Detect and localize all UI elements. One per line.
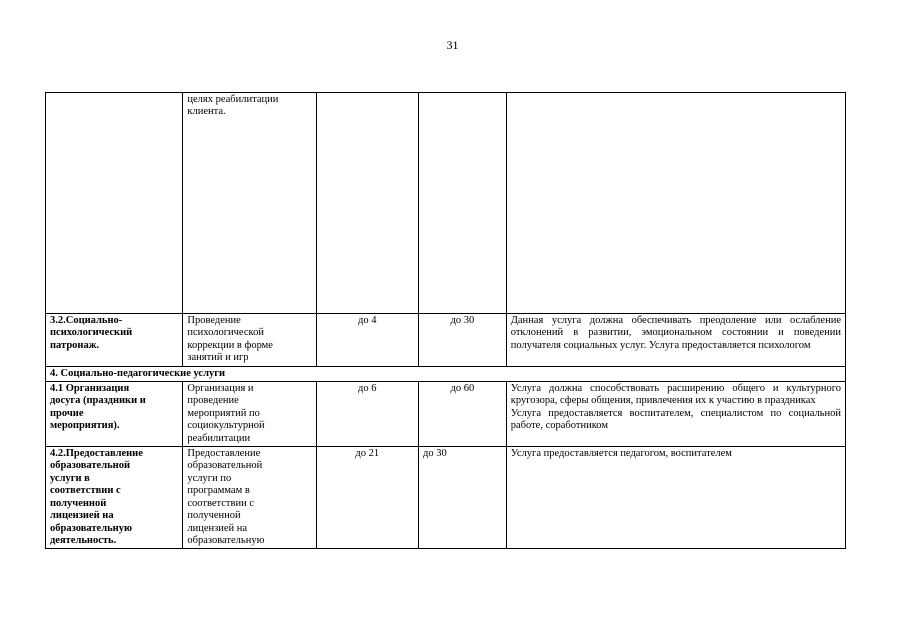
- service-col3-cell: до 6: [316, 382, 419, 447]
- service-col4-cell: до 60: [419, 382, 507, 447]
- description-line: Организация и: [187, 383, 254, 395]
- description-line: программам в: [187, 485, 250, 497]
- table-row: [46, 93, 846, 314]
- description-line: услуги по: [187, 472, 232, 484]
- description-line: Проведение: [187, 315, 241, 326]
- note-paragraph: Услуга должна способствовать расширению общего и культурного кругозора, сферы общения, привлечения их к участию в праздниках: [510, 383, 841, 407]
- name-line: деятельность.: [50, 534, 117, 546]
- name-line: 4.1 Организация: [50, 383, 130, 395]
- table-row: [46, 447, 846, 549]
- name-line: мероприятия).: [50, 420, 120, 432]
- name-line: патронаж.: [50, 339, 99, 351]
- page-number: 31: [446, 38, 459, 52]
- service-name-cell: [46, 382, 183, 447]
- name-line: образовательной: [50, 460, 130, 472]
- section-title: 4. Социально-педагогические услуги: [46, 366, 846, 381]
- service-note-cell: [506, 382, 845, 447]
- service-note-cell: Услуга предоставляется педагогом, воспитателем: [506, 447, 845, 549]
- description-line: реабилитации: [187, 432, 251, 444]
- name-line: услуги в: [50, 472, 90, 484]
- description-line: коррекции в форме: [187, 339, 273, 351]
- service-col4-cell: до 30: [419, 314, 507, 367]
- name-line: соответствии с: [50, 485, 121, 497]
- description-line: проведение: [187, 395, 239, 407]
- name-line: прочие: [50, 407, 84, 419]
- service-description-cell: [183, 93, 316, 314]
- description-line: лицензией на: [187, 522, 248, 534]
- service-col3-cell: до 21: [316, 447, 419, 549]
- name-line: 4.2.Предоставление: [50, 448, 143, 460]
- table-row: [46, 314, 846, 367]
- description-line: соответствии с: [187, 497, 254, 509]
- description-line: клиента.: [187, 106, 226, 118]
- service-name-cell: [46, 447, 183, 549]
- service-description-cell: [183, 382, 316, 447]
- name-line: образовательную: [50, 522, 132, 534]
- description-line: образовательную: [187, 534, 265, 546]
- service-name-cell: [46, 314, 183, 367]
- service-description-cell: [183, 314, 316, 367]
- section-row: [46, 366, 846, 381]
- name-line: досуга (праздники и: [50, 395, 146, 407]
- description-line: занятий и игр: [187, 352, 249, 364]
- description-line: психологической: [187, 327, 264, 339]
- description-line: Предоставление: [187, 448, 261, 460]
- service-note-cell: Данная услуга должна обеспечивать преодоление или ослабление отклонений в развитии, эмоциональном состоянии и поведении получателя социальных услуг. Услуга предоставляется психологом: [506, 314, 845, 367]
- service-col4-cell: [419, 93, 507, 314]
- table-row: [46, 382, 846, 447]
- note-paragraph: Услуга предоставляется воспитателем, специалистом по социальной работе, соработником: [510, 407, 841, 432]
- service-col4-cell: до 30: [419, 447, 507, 549]
- services-table: [45, 92, 846, 549]
- name-line: 3.2.Социально-: [50, 315, 123, 326]
- name-line: психологический: [50, 327, 133, 339]
- description-line: полученной: [187, 510, 241, 522]
- description-line: социокультурной: [187, 420, 265, 432]
- service-note-cell: [506, 93, 845, 314]
- service-description-cell: [183, 447, 316, 549]
- service-name-cell: [46, 93, 183, 314]
- name-line: полученной: [50, 497, 107, 509]
- description-line: образовательной: [187, 460, 263, 472]
- description-line: мероприятий по: [187, 407, 260, 419]
- description-line: целях реабилитации: [187, 94, 279, 105]
- service-col3-cell: до 4: [316, 314, 419, 367]
- name-line: лицензией на: [50, 510, 114, 522]
- service-col3-cell: [316, 93, 419, 314]
